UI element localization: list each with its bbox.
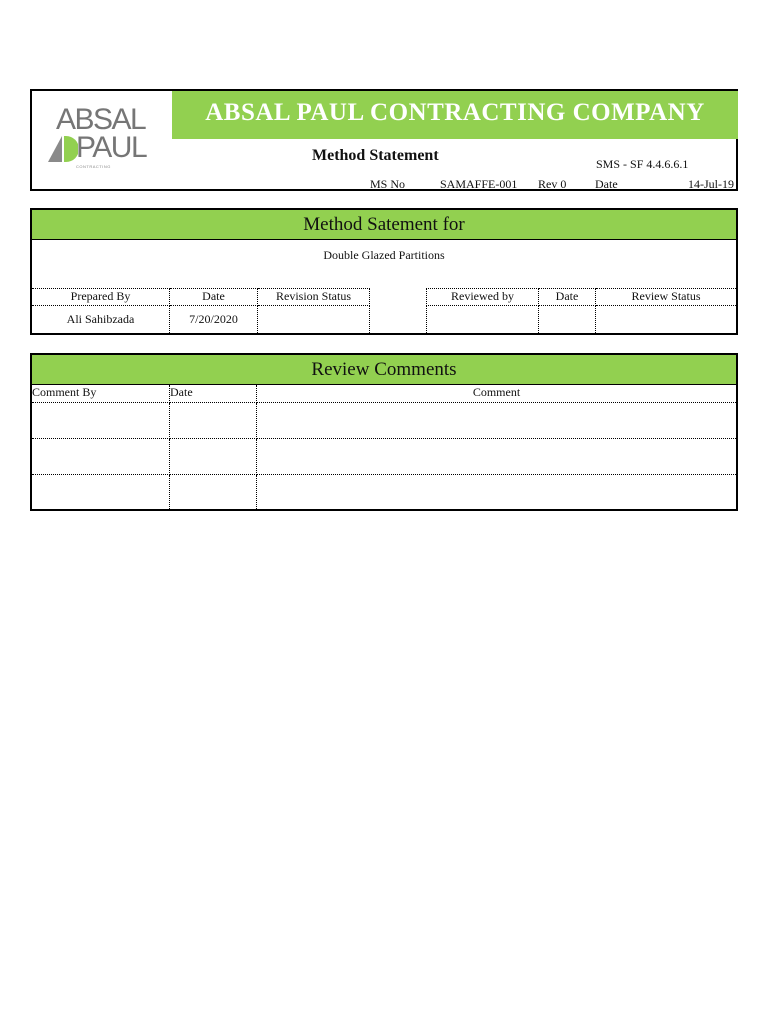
review-status-value <box>596 306 736 333</box>
ms-no-label: MS No <box>370 177 406 191</box>
sms-code: SMS - SF 4.4.6.6.1 <box>596 157 689 171</box>
prepared-date-header: Date <box>170 288 258 306</box>
comment-row-3-date <box>170 475 257 509</box>
company-name-band <box>172 91 738 139</box>
comment-row-1-date <box>170 403 257 439</box>
company-name: ABSAL PAUL CONTRACTING COMPANY <box>205 99 705 126</box>
review-heading-band <box>32 355 736 385</box>
reviewed-by-header: Reviewed by <box>426 288 539 306</box>
method-statement-section <box>30 208 738 335</box>
revision-status-header: Revision Status <box>258 288 370 306</box>
comment-row-1-text <box>257 403 736 439</box>
company-logo <box>46 103 146 175</box>
comment-row-2-text <box>257 439 736 475</box>
comment-row-1-by <box>32 403 170 439</box>
revision-status-value <box>258 306 370 333</box>
prepared-date-value: 7/20/2020 <box>170 306 258 333</box>
logo-mark-icon <box>48 136 78 162</box>
comment-row-2-date <box>170 439 257 475</box>
logo-text-absal: ABSAL <box>56 103 146 136</box>
prepared-by-value: Ali Sahibzada <box>32 306 170 333</box>
comment-row-3-by <box>32 475 170 509</box>
ms-no-value: SAMAFFE-001 <box>440 177 518 191</box>
comment-row-3-text <box>257 475 736 509</box>
date-label: Date <box>595 177 618 191</box>
method-subject: Double Glazed Partitions <box>323 248 445 262</box>
logo-text-paul: PAUL <box>76 131 147 164</box>
prepared-by-header: Prepared By <box>32 288 170 306</box>
review-date-header: Date <box>539 288 596 306</box>
revision-label: Rev 0 <box>538 177 567 191</box>
method-heading: Method Satement for <box>303 214 465 235</box>
comment-by-header: Comment By <box>32 385 170 403</box>
date-value: 14-Jul-19 <box>688 177 734 191</box>
method-heading-band <box>32 210 736 240</box>
review-status-header: Review Status <box>596 288 736 306</box>
document-title: Method Statement <box>312 147 439 164</box>
reviewed-by-value <box>426 306 539 333</box>
comment-header: Comment <box>257 385 736 403</box>
document-header <box>30 89 738 191</box>
logo-text-contracting: CONTRACTING <box>76 164 111 169</box>
review-comments-section <box>30 353 738 511</box>
comment-row-2-by <box>32 439 170 475</box>
review-date-value <box>539 306 596 333</box>
review-heading: Review Comments <box>311 359 457 380</box>
comment-date-header: Date <box>170 385 257 403</box>
